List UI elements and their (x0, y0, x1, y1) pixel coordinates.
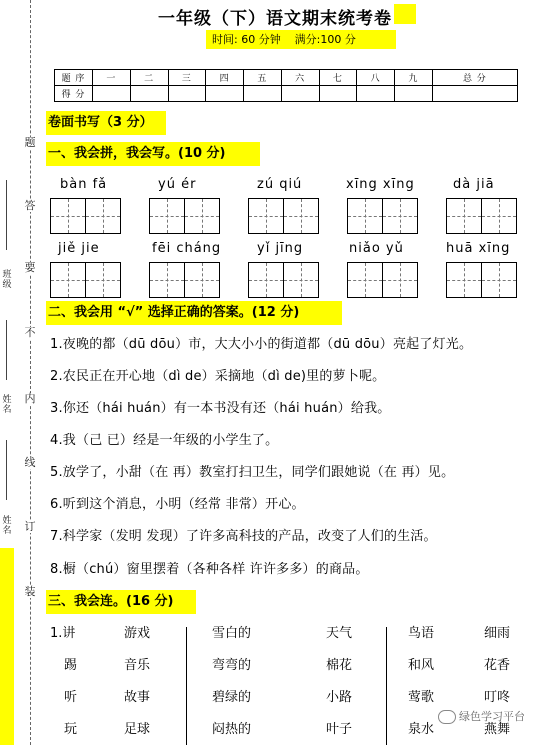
pinyin-text: dà jiā (453, 177, 495, 192)
writing-grid-row-1 (46, 198, 526, 236)
column-divider (386, 627, 387, 745)
writing-cell[interactable] (50, 198, 86, 234)
match-item: 莺歌 (408, 690, 435, 705)
match-item: 故事 (124, 690, 151, 705)
match-item: 碧绿的 (212, 690, 252, 705)
pinyin-row-2 (46, 241, 526, 257)
writing-cell[interactable] (149, 262, 185, 298)
binding-char: 内 (22, 393, 38, 405)
writing-cell[interactable] (347, 262, 383, 298)
writing-cell[interactable] (184, 262, 220, 298)
match-item: 天气 (326, 626, 353, 641)
match-item: 叶子 (326, 722, 353, 737)
match-item: 弯弯的 (212, 658, 252, 673)
pinyin-text: yú ér (158, 177, 197, 192)
binding-char: 不 (22, 327, 38, 339)
table-cell: 题 序 (55, 70, 93, 86)
match-item: 鸟语 (408, 626, 435, 641)
section-3-title: 三、我会连。(16 分) (46, 590, 196, 614)
page-title: 一年级（下）语文期末统考卷 (158, 9, 392, 29)
writing-cell[interactable] (283, 262, 319, 298)
table-cell: 二 (130, 70, 168, 86)
section-1-title: 一、我会拼，我会写。(10 分) (46, 142, 260, 166)
score-cell[interactable] (168, 86, 206, 102)
writing-cell[interactable] (50, 262, 86, 298)
pinyin-text: niǎo yǔ (349, 241, 404, 256)
table-cell: 八 (357, 70, 395, 86)
writing-cell[interactable] (85, 262, 121, 298)
pinyin-text: xīng xīng (346, 177, 415, 192)
binding-fill-line (6, 320, 7, 380)
match-item: 和风 (408, 658, 435, 673)
score-cell[interactable] (130, 86, 168, 102)
pinyin-row-1 (46, 177, 526, 193)
table-cell: 三 (168, 70, 206, 86)
pinyin-text: huā xīng (446, 241, 511, 256)
match-item: 棉花 (326, 658, 353, 673)
question-item: 6.听到这个消息，小明（经常 非常）开心。 (50, 497, 305, 512)
score-cell[interactable] (93, 86, 131, 102)
score-table (54, 69, 518, 102)
exam-paper (46, 0, 542, 745)
table-row (55, 70, 518, 86)
question-item: 3.你还（hái huán）有一本书没有还（hái huán）给我。 (50, 401, 391, 416)
writing-cell[interactable] (283, 198, 319, 234)
binding-fill-line (6, 440, 7, 500)
pinyin-text: bàn fǎ (60, 177, 108, 192)
question-item: 8.橱（chú）窗里摆着（各种各样 许许多多）的商品。 (50, 562, 369, 577)
table-row (55, 86, 518, 102)
match-item: 踢 (64, 658, 78, 673)
match-item: 玩 (64, 722, 78, 737)
writing-cell[interactable] (446, 262, 482, 298)
binding-label: 姓名 (2, 395, 12, 415)
writing-cell[interactable] (446, 198, 482, 234)
table-cell: 一 (93, 70, 131, 86)
binding-char: 装 (22, 586, 38, 598)
writing-cell[interactable] (481, 262, 517, 298)
writing-cell[interactable] (347, 198, 383, 234)
question-item: 2.农民正在开心地（dì de）采摘地（dì de)里的萝卜呢。 (50, 369, 386, 384)
binding-char: 线 (22, 457, 38, 469)
watermark (438, 708, 525, 724)
match-item: 音乐 (124, 658, 151, 673)
table-cell: 总 分 (432, 70, 517, 86)
writing-grid-row-2 (46, 262, 526, 300)
binding-label: 姓名 (2, 516, 12, 536)
question-item: 5.放学了，小甜（在 再）教室打扫卫生，同学们跟她说（在 再）见。 (50, 465, 455, 480)
writing-cell[interactable] (184, 198, 220, 234)
score-cell[interactable] (432, 86, 517, 102)
match-item: 泉水 (408, 722, 435, 737)
binding-char: 答 (22, 200, 38, 212)
table-cell: 得 分 (55, 86, 93, 102)
score-cell[interactable] (357, 86, 395, 102)
section-2-title: 二、我会用 “√” 选择正确的答案。(12 分) (46, 301, 342, 325)
writing-cell[interactable] (481, 198, 517, 234)
title-block (158, 4, 416, 29)
table-cell: 九 (395, 70, 433, 86)
match-item: 花香 (484, 658, 511, 673)
table-cell: 七 (319, 70, 357, 86)
pinyin-text: jiě jie (58, 241, 100, 256)
title-highlight (394, 4, 416, 24)
score-cell[interactable] (395, 86, 433, 102)
score-cell[interactable] (206, 86, 244, 102)
writing-cell[interactable] (382, 262, 418, 298)
column-divider (186, 627, 187, 745)
match-item: 细雨 (484, 626, 511, 641)
score-cell[interactable] (244, 86, 282, 102)
binding-highlight (0, 548, 14, 745)
writing-cell[interactable] (149, 198, 185, 234)
match-item: 听 (64, 690, 78, 705)
binding-dashed-line (30, 0, 31, 745)
match-item: 游戏 (124, 626, 151, 641)
binding-margin (0, 0, 44, 745)
pinyin-text: fēi cháng (152, 241, 222, 256)
match-item: 1.讲 (50, 626, 76, 641)
binding-char: 要 (22, 262, 38, 274)
writing-cell[interactable] (382, 198, 418, 234)
question-item: 4.我（己 已）经是一年级的小学生了。 (50, 433, 279, 448)
binding-fill-line (6, 180, 7, 250)
table-cell: 四 (206, 70, 244, 86)
match-item: 闷热的 (212, 722, 252, 737)
score-cell[interactable] (281, 86, 319, 102)
binding-char: 订 (22, 521, 38, 533)
wechat-icon (438, 710, 456, 724)
match-item: 燕舞 (484, 722, 511, 737)
watermark-text: 绿色学习平台 (459, 710, 525, 723)
exam-meta: 时间: 60 分钟 满分:100 分 (206, 30, 396, 49)
question-item: 1.夜晚的都（dū dōu）市，大大小小的街道都（dū dōu）亮起了灯光。 (50, 337, 473, 352)
section-handwriting: 卷面书写（3 分） (46, 111, 166, 135)
writing-cell[interactable] (248, 198, 284, 234)
match-item: 叮咚 (484, 690, 511, 705)
match-item: 小路 (326, 690, 353, 705)
table-cell: 六 (281, 70, 319, 86)
match-item: 雪白的 (212, 626, 252, 641)
question-item: 7.科学家（发明 发现）了许多高科技的产品，改变了人们的生活。 (50, 529, 437, 544)
writing-cell[interactable] (248, 262, 284, 298)
writing-cell[interactable] (85, 198, 121, 234)
pinyin-text: yǐ jīng (257, 241, 304, 256)
binding-char: 题 (22, 137, 38, 149)
pinyin-text: zú qiú (257, 177, 303, 192)
match-item: 足球 (124, 722, 151, 737)
score-cell[interactable] (319, 86, 357, 102)
table-cell: 五 (244, 70, 282, 86)
binding-label: 班级 (2, 270, 12, 290)
